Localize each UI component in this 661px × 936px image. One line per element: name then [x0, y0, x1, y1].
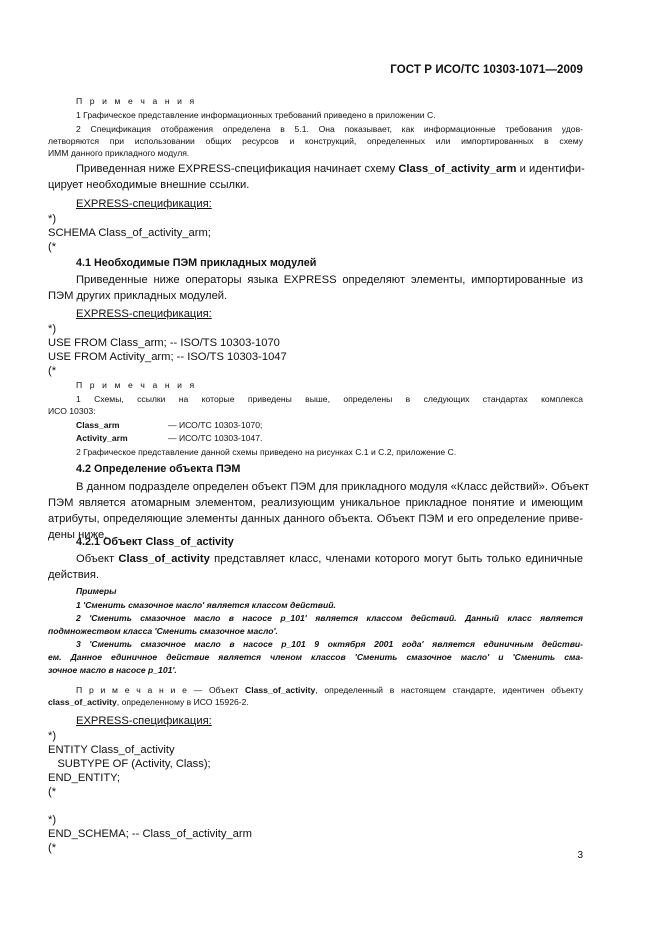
reference-name: Activity_arm: [76, 433, 128, 443]
code-line: ENTITY Class_of_activity: [48, 744, 175, 756]
note-3-line-2: class_of_activity, определенному в ИСО 15926-2.: [48, 697, 249, 707]
sec-4-1-line-1: Приведенные ниже операторы языка EXPRESS определяют элементы, импортированные из: [76, 274, 583, 286]
code-line: SUBTYPE OF (Activity, Class);: [48, 758, 211, 770]
code-line: SCHEMA Class_of_activity_arm;: [48, 227, 211, 239]
section-4-2-1-title: 4.2.1 Объект Class_of_activity: [76, 536, 234, 548]
section-4-1-title: 4.1 Необходимые ПЭМ прикладных модулей: [76, 257, 317, 269]
reference-doc: — ИСО/ТС 10303-1070;: [168, 420, 263, 430]
note-2-line-3: ИММ данного прикладного модуля.: [48, 148, 190, 158]
section-4-2-title: 4.2 Определение объекта ПЭМ: [76, 463, 241, 475]
code-line: END_SCHEMA; -- Class_of_activity_arm: [48, 828, 252, 840]
intro-line-2: цирует необходимые внешние ссылки.: [48, 179, 250, 191]
code-line: USE FROM Class_arm; -- ISO/TS 10303-1070: [48, 337, 280, 349]
code-line: *): [48, 213, 57, 225]
code-line: *): [48, 730, 57, 742]
express-spec-label: EXPRESS-спецификация:: [76, 715, 212, 727]
notes-label: П р и м е ч а н и я: [76, 96, 197, 106]
note-2-2: 2 Графическое представление данной схемы приведено на рисунках С.1 и С.2, приложение С.: [76, 447, 457, 457]
note-2-1-line-2: ИСО 10303:: [48, 406, 96, 416]
intro-line-1: Приведенная ниже EXPRESS-спецификация начинает схему Class_of_activity_arm и идентифи-: [76, 163, 585, 175]
code-line: *): [48, 814, 57, 826]
code-line: USE FROM Activity_arm; -- ISO/TS 10303-1047: [48, 351, 287, 363]
code-line: *): [48, 323, 57, 335]
code-line: (*: [48, 842, 57, 854]
code-line: (*: [48, 241, 57, 253]
examples-label: Примеры: [76, 586, 117, 596]
code-line: (*: [48, 365, 57, 377]
code-line: (*: [48, 786, 57, 798]
note-3-line-1: П р и м е ч а н и е — Объект Class_of_activity, определенный в настоящем стандарте, идентичен объекту: [76, 685, 583, 695]
express-spec-label: EXPRESS-спецификация:: [76, 308, 212, 320]
express-spec-label: EXPRESS-спецификация:: [76, 198, 212, 210]
entity-name: Class_of_activity: [118, 553, 210, 565]
sec-4-1-line-2: ПЭМ других прикладных модулей.: [48, 290, 228, 302]
reference-name: Class_arm: [76, 420, 120, 430]
sec-4-2-1-line-2: действия.: [48, 569, 100, 581]
note-1: 1 Графическое представление информационных требований приведено в приложении С.: [76, 110, 436, 120]
schema-name: Class_of_activity_arm: [398, 163, 517, 175]
sec-4-2-line-2: ПЭМ является атомарным элементом, реализующим уникальное прикладное понятие и имеющим: [48, 497, 583, 509]
example-3-line-3: зочное масло в насосе p_101'.: [48, 665, 177, 675]
example-3-line-1: 3 'Сменить смазочное масло в насосе p_101 9 октября 2001 года' является единичным действи-: [76, 639, 583, 649]
example-1: 1 'Сменить смазочное масло' является классом действий.: [76, 600, 336, 610]
example-2-line-1: 2 'Сменить смазочное масло в насосе p_101' является классом действий. Данный класс является: [76, 613, 583, 623]
page-number: 3: [577, 850, 583, 861]
example-2-line-2: подмножеством класса 'Сменить смазочное масло'.: [48, 626, 278, 636]
reference-doc: — ИСО/ТС 10303-1047.: [168, 433, 263, 443]
note-2-1-line-1: 1 Схемы, ссылки на которые приведены выше, определены в следующих стандартах комплекса: [76, 394, 583, 404]
sec-4-2-line-3: атрибуты, определяющие элементы данных данного объекта. Объект ПЭМ и его определение приве-: [48, 513, 583, 525]
sec-4-2-1-line-1: Объект Class_of_activity представляет класс, членами которого могут быть только единичные: [76, 553, 583, 565]
sec-4-2-line-1: В данном подразделе определен объект ПЭМ для прикладного модуля «Класс действий». Объект: [76, 481, 590, 493]
example-3-line-2: ем. Данное единичное действие является членом классов 'Сменить смазочное масло' и 'Сменить сма-: [48, 652, 583, 662]
document-header: ГОСТ Р ИСО/ТС 10303-1071—2009: [390, 64, 583, 76]
notes-label: П р и м е ч а н и я: [76, 380, 197, 390]
sec-4-2-line-4: дены ниже.: [48, 529, 108, 541]
note-2-line-1: 2 Спецификация отображения определена в 5.1. Она показывает, как информационные требования удов-: [76, 124, 583, 134]
note-2-line-2: летворяются при использовании общих ресурсов и конструкций, определенных или импортированных в схему: [48, 136, 583, 146]
code-line: END_ENTITY;: [48, 772, 121, 784]
